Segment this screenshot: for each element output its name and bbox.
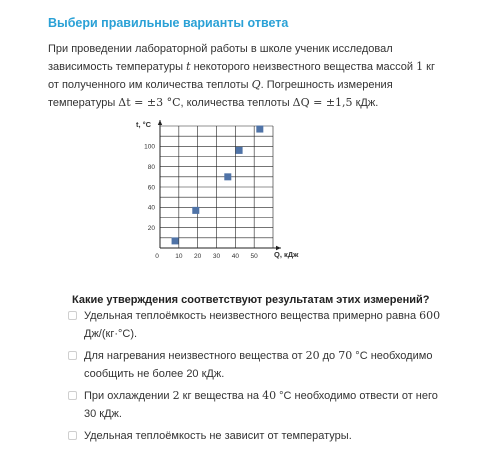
x-axis-label: Q, кДж	[274, 250, 299, 259]
problem-line-3: от полученного им количества теплоты Q. Погрешность измерения	[48, 78, 393, 91]
option-2-text: Для нагревания неизвестного вещества от 20 до 70 °C необходимо сообщить не более 20 кДж.	[84, 349, 433, 380]
option-4[interactable]	[68, 427, 468, 445]
page-title: Выбери правильные варианты ответа	[48, 16, 289, 30]
y-tick-label: 80	[147, 163, 155, 171]
data-point	[172, 237, 179, 244]
data-point	[224, 173, 231, 180]
option-1[interactable]	[68, 307, 468, 343]
y-tick-label: 20	[147, 224, 155, 232]
option-4-checkbox[interactable]	[68, 431, 77, 440]
data-point	[256, 126, 263, 133]
y-tick-label: 100	[144, 143, 155, 151]
option-1-checkbox[interactable]	[68, 311, 77, 320]
option-3[interactable]	[68, 387, 468, 423]
problem-line-1: При проведении лабораторной работы в школе ученик исследовал	[48, 43, 393, 55]
chart-axes	[158, 120, 281, 250]
x-tick-label: 30	[212, 253, 221, 260]
x-tick-label: 40	[231, 253, 239, 260]
question-text: Какие утверждения соответствуют результатам этих измерений?	[72, 294, 430, 306]
data-point	[236, 147, 243, 154]
x-tick-label: 0	[155, 253, 159, 260]
problem-line-2: зависимость температуры t некоторого неизвестного вещества массой 1 кг	[48, 60, 436, 73]
data-point	[192, 207, 199, 214]
y-axis-label: t, °C	[136, 120, 152, 129]
chart-tick-labels	[144, 144, 258, 260]
option-3-checkbox[interactable]	[68, 391, 77, 400]
option-4-text: Удельная теплоёмкость не зависит от температуры.	[84, 430, 352, 442]
chart-points	[172, 126, 264, 245]
y-axis-arrow	[158, 120, 162, 125]
option-2[interactable]	[68, 347, 468, 383]
option-3-text: При охлаждении 2 кг вещества на 40 °C необходимо отвести от него 30 кДж.	[84, 389, 438, 420]
problem-line-4: температуры Δt = ±3 °C, количества теплоты ΔQ = ±1,5 кДж.	[48, 96, 379, 109]
chart-grid	[160, 126, 273, 248]
option-1-text: Удельная теплоёмкость неизвестного вещества примерно равна 600 Дж/(кг·°C).	[84, 309, 441, 340]
x-tick-label: 20	[194, 253, 202, 260]
problem-statement	[48, 40, 448, 112]
y-tick-label: 60	[147, 184, 155, 192]
option-2-checkbox[interactable]	[68, 351, 77, 360]
y-tick-label: 40	[147, 204, 155, 212]
x-tick-label: 50	[250, 253, 258, 260]
temperature-heat-chart	[118, 114, 308, 264]
x-tick-label: 10	[175, 253, 183, 260]
answer-options	[68, 307, 468, 449]
